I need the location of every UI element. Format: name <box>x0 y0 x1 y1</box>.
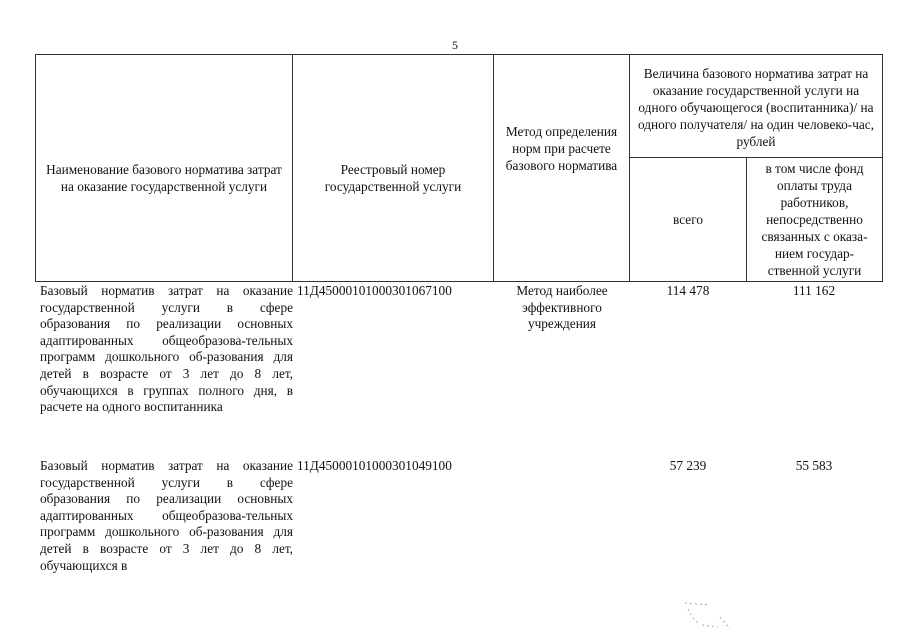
row-2-wage-fund: 55 583 <box>795 458 833 473</box>
header-value-group <box>629 54 883 158</box>
header-total <box>629 157 747 282</box>
header-wage-fund-text: в том числе фонд оплаты труда работников, непосредственно связанных с оказа-нием государ-ственной услуги <box>761 161 868 278</box>
row-1-wage-fund: 111 162 <box>792 283 836 298</box>
row-2-registry: 11Д45000101000301049100 <box>297 458 452 473</box>
row-2-total: 57 239 <box>669 458 707 473</box>
header-registry <box>292 54 494 282</box>
header-registry-text: Реестровый номер государственной услуги <box>324 162 462 194</box>
header-name <box>35 54 293 282</box>
header-wage-fund <box>746 157 883 282</box>
row-1-name: Базовый норматив затрат на оказание государственной услуги в сфере образования по реализации основных адаптированных общеобразова-тельных программ дошкольного об-разования для детей в возрасте от 3 лет до 8 лет, обучающихся в группах полного дня, в расчете на одного воспитанника <box>40 283 293 415</box>
header-method-text: Метод определения норм при расчете базового норматива <box>505 123 618 173</box>
header-method <box>493 54 630 282</box>
scan-mark-icon <box>680 595 750 635</box>
header-value-group-text: Величина базового норматива затрат на оказание государственной услуги на одного обучающегося (воспитанника)/ на одного получателя/ на один человеко-час, рублей <box>637 65 875 149</box>
row-2-name: Базовый норматив затрат на оказание государственной услуги в сфере образования по реализации основных адаптированных общеобразова-тельных программ дошкольного об-разования для детей в возрасте от 3 лет до 8 лет, обучающихся в <box>40 458 293 573</box>
row-1-total: 114 478 <box>666 283 710 298</box>
header-name-text: Наименование базового норматива затрат на оказание государственной услуги <box>46 162 282 194</box>
header-total-text: всего <box>673 212 703 227</box>
row-1-method: Метод наиболее эффективного учреждения <box>516 283 608 332</box>
row-1-registry: 11Д45000101000301067100 <box>297 283 452 298</box>
page-number: 5 <box>452 38 458 52</box>
